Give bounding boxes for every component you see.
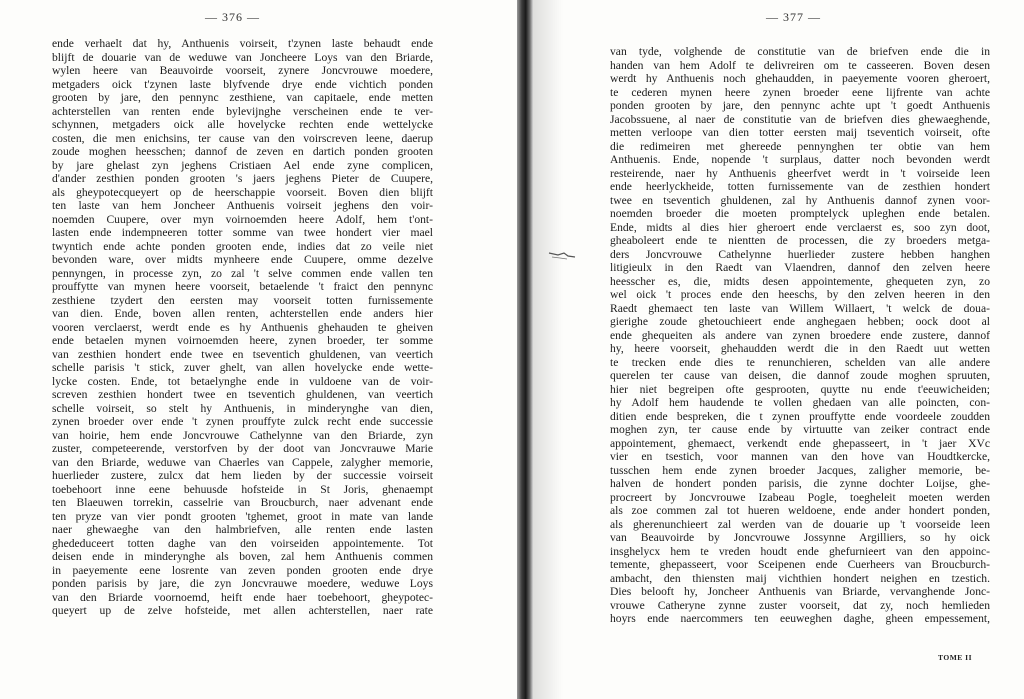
text-line: te cederen mynen heere zynen broeder eene lijfrente van achte: [610, 85, 990, 99]
text-line: naer ghewaeghe van den halmbriefven, alle renten ende lasten: [52, 523, 433, 536]
text-line: resteirende, naer hy Anthuenis gheerfvet werdt in 't voirseide leen: [610, 166, 990, 180]
text-line: moghen zyn, ter cause ende by virtuutte van zeiker contract ende: [610, 423, 990, 436]
text-line: ende heerlyckheide, totten furnissemente van de zesthien hondert: [610, 180, 990, 193]
text-line: queyert up de zelve hofsteide, met allen achterstellen, naer rate: [52, 604, 433, 617]
text-line: ders Joncvrouwe Cathelynne huerlieder zustere hebben hanghen: [610, 247, 990, 261]
text-line: lasten ende indempneeren totter somme van twee hondert vier mael: [52, 226, 433, 239]
text-line: metten verloope van dien totter eersten maij tseventich voirseit, ofte: [610, 126, 990, 139]
text-line: gierighe zoude ghetouchieert ende anghegaen hebben; oock doot al: [610, 315, 990, 328]
text-line: schelle parisis 't stick, zuver ghelt, van allen hovelycke ende wette-: [52, 361, 433, 374]
text-line: noemden broeder die moeten promptelyck upleghen ende betalen.: [610, 207, 990, 220]
text-line: ditien ende bespreken, die t zynen prouffytte ende voordeele zoudden: [610, 409, 990, 423]
text-line: screven zesthien hondert twee en tseventich ghuldenen, van veertich: [52, 388, 433, 401]
text-line: twyntich ende achte ponden grooten ende, indies dat zo veile niet: [52, 239, 433, 253]
text-line: pennyngen, in processe zyn, zo zal 't selve commen ende vallen ten: [52, 266, 433, 280]
text-line: halven de hondert ponden parisis, die zynne dochter Loijse, ghe-: [610, 477, 990, 490]
text-line: lycke costen. Ende, tot betaelynghe ende in vuldoene van de voir-: [52, 374, 433, 388]
text-line: blijft de douarie van de weduwe van Joncheere Loys van den Briarde,: [52, 50, 433, 64]
right-page: [536, 0, 1024, 699]
left-page-text: [52, 37, 433, 618]
text-line: Dies belooft hy, Joncheer Anthuenis van Briarde, vervanghende Jonc-: [610, 585, 990, 598]
text-line: bevonden ware, over midts mynheere ende Cuupere, omme dezelve: [52, 253, 433, 266]
text-line: metgaders oick t'zynen laste blyfvende drye ende vichtich ponden: [52, 77, 433, 91]
text-line: costen, die men enichsins, ter cause van den voirscreven leene, daerup: [52, 131, 433, 145]
text-line: by jare ghelast zyn jeghens Cristiaen Ael ende zyne complicen,: [52, 158, 433, 172]
text-line: insghelycx hem te vreden houdt ende ghefurnieert van den appoinc-: [610, 544, 990, 558]
text-line: prouffytte van mynen heere voorseit, betaelende 't fraict den pennync: [52, 280, 433, 293]
text-line: ende ghequeiten als andere van zynen broedere ende zustere, dannof: [610, 328, 990, 342]
text-line: twee en tseventich ghuldenen, zal hy Anthuenis dannof zynen voor-: [610, 193, 990, 207]
text-line: schynnen, metgaders oick alle hovelycke rechten ende wettelycke: [52, 118, 433, 131]
text-line: ponden parisis by jare, die zyn Joncvrauwe moedere, weduwe Loys: [52, 577, 433, 590]
book-gutter: [517, 0, 533, 699]
text-line: als gherenunchieert zal werden van de douarie up 't voorseide leen: [610, 517, 990, 531]
text-line: werdt hy Anthuenis noch ghehaudden, in paeyemente vooren gheroert,: [610, 72, 990, 85]
text-line: als gheypotecqueyert op de heerschappie voorseit. Boven dien blijft: [52, 185, 433, 199]
text-line: van zesthien hondert ende twee en tseventich ghuldenen, van veertich: [52, 347, 433, 361]
text-line: schelle voirseit, so stelt hy Anthuenis, in minderynghe van dien,: [52, 401, 433, 415]
text-line: zesthiene tzydert den eersten may voorseit totten furnissemente: [52, 293, 433, 307]
text-line: tusschen hem ende zynen broeder Jacques, zaligher memorie, be-: [610, 463, 990, 477]
text-line: huerlieder zustere, zulcx dat hem lieden by der successie voirseit: [52, 469, 433, 482]
ink-smudge: [548, 248, 576, 262]
text-line: van hoirie, hem ende Joncvrouwe Cathelynne van den Briarde, zyn: [52, 428, 433, 442]
text-line: hy, heere voorseit, ghehaudden werdt die in den Raedt uut wetten: [610, 342, 990, 355]
text-line: Jacobssuene, al naer de constitutie van de briefven dies ghewaeghende,: [610, 112, 990, 126]
text-line: van dien. Ende, boven allen renten, achterstellen ende anders hier: [52, 307, 433, 320]
text-line: querelen ter cause van deisen, die dannof zoude moghen spruuten,: [610, 369, 990, 382]
text-line: ambacht, den thiensten maij vichthien hondert neighen en tzestich.: [610, 571, 990, 585]
text-line: hier niet begreipen ofte gesprooten, quytte nu ende t'eeuwicheiden;: [610, 382, 990, 396]
text-line: handen van hem Adolf te delivreiren om te casseeren. Boven desen: [610, 58, 990, 72]
text-line: ende betaelen mynen voirnoemden heere, zynen broeder, ter somme: [52, 334, 433, 347]
text-line: appointement, ghemaect, verkendt ende ghepasseert, in 't jaer XVc: [610, 436, 990, 450]
text-line: te trecken ende dies te renunchieren, schelden van alle andere: [610, 355, 990, 369]
text-line: ten pryze van vier pondt grooten 'tghemet, groot in mate van lande: [52, 509, 433, 523]
text-line: van den Briarde, weduwe van Chaerles van Cappele, zalygher memorie,: [52, 455, 433, 469]
text-line: deisen ende in minderynghe als boven, zal hem Anthuenis commen: [52, 550, 433, 563]
page-number-left: — 376 —: [205, 10, 260, 24]
volume-label: TOME II: [938, 653, 972, 662]
text-line: vrouwe Catheryne zynne zuster voorseit, dat zy, noch hemlieden: [610, 598, 990, 612]
right-page-text: [610, 45, 990, 626]
text-line: ponden grooten by jare, den pennync achte upt 't goedt Anthuenis: [610, 99, 990, 112]
text-line: noemden Cuupere, over myn voirnoemden heere Adolf, hem t'ont-: [52, 212, 433, 226]
text-line: grooten by jare, den pennync zesthiene, van capitaele, ende metten: [52, 91, 433, 104]
text-line: ende verhaelt dat hy, Anthuenis voirseit, t'zynen laste behaudt ende: [52, 37, 433, 50]
text-line: toebehoort inne eene behuusde hofsteide in St Joris, ghenaempt: [52, 482, 433, 496]
text-line: litigieulx in den Raedt van Vlaendren, dannof den zelven heere: [610, 261, 990, 274]
text-line: zynen broeder over ende 't zynen prouffyte zulck recht ende successie: [52, 415, 433, 428]
text-line: Ende, midts al dies hier gheroert ende verclaerst es, soo zyn doot,: [610, 220, 990, 234]
text-line: vier en tsestich, voor mannen van den hove van Houdtkercke,: [610, 450, 990, 463]
text-line: ghededuceert totten daghe van den voirseiden appointemente. Tot: [52, 536, 433, 550]
text-line: gheaboleert ende te nientten de processen, die zy broeders metga-: [610, 234, 990, 247]
text-line: van tyde, volghende de constitutie van de briefven ende die in: [610, 45, 990, 58]
text-line: in paeyemente eene losrente van zeven ponden grooten ende drye: [52, 563, 433, 577]
text-line: zoude moghen heesschen; dannof de zeven en dartich ponden grooten: [52, 145, 433, 158]
text-line: achterstellen van renten ende bylevijnghe verscheinen ende te ver-: [52, 104, 433, 118]
text-line: zuster, competeerende, verstorfven by der doot van Joncvrauwe Marie: [52, 442, 433, 455]
page-number-right: — 377 —: [766, 10, 821, 24]
text-line: die redimeiren met ghereede pennynghen ter obtie van hem: [610, 139, 990, 153]
text-line: Raedt ghemaect ten laste van Willem Willaert, 't welck de doua-: [610, 301, 990, 315]
text-line: procreert by Joncvrouwe Izabeau Pogle, toegheleit moeten werden: [610, 490, 990, 504]
text-line: Anthuenis. Ende, nopende 't surplaus, datter noch bevonden werdt: [610, 153, 990, 166]
text-line: wylen heere van Beauvoirde voorseit, zynere Joncvrouwe moedere,: [52, 64, 433, 77]
text-line: ten laste van hem Joncheer Anthuenis voirseit jeghens den voir-: [52, 199, 433, 212]
text-line: hoyrs ende naercommers ten eeuweghen daghe, gheen empessement,: [610, 612, 990, 625]
text-line: heesscher es, die, midts desen appointemente, ghequeten zyn, zo: [610, 274, 990, 288]
text-line: van den Briarde voornoemd, heift ende haer toebehoort, gheypotec-: [52, 590, 433, 604]
text-line: vooren verclaerst, werdt ende es hy Anthuenis ghehauden te gheiven: [52, 320, 433, 334]
text-line: van Beauvoirde by Joncvrouwe Jossynne Argilliers, so hy oick: [610, 531, 990, 544]
text-line: als zoe commen zal tot hueren weldoene, ende ander hondert ponden,: [610, 504, 990, 517]
text-line: wel oick 't proces ende den heeschs, by den zelven heeren in den: [610, 288, 990, 301]
text-line: d'ander zesthien ponden grooten 's jaers jeghens Pieter de Cuupere,: [52, 172, 433, 185]
text-line: ten Blaeuwen torrekin, casselrie van Broucburch, naer advenant ende: [52, 496, 433, 509]
text-line: hy Adolf hem haudende te vollen ghedaen van alle poincten, con-: [610, 396, 990, 409]
text-line: temente, ghepasseert, voor Sceipenen ende Cuerheers van Broucburch-: [610, 558, 990, 571]
